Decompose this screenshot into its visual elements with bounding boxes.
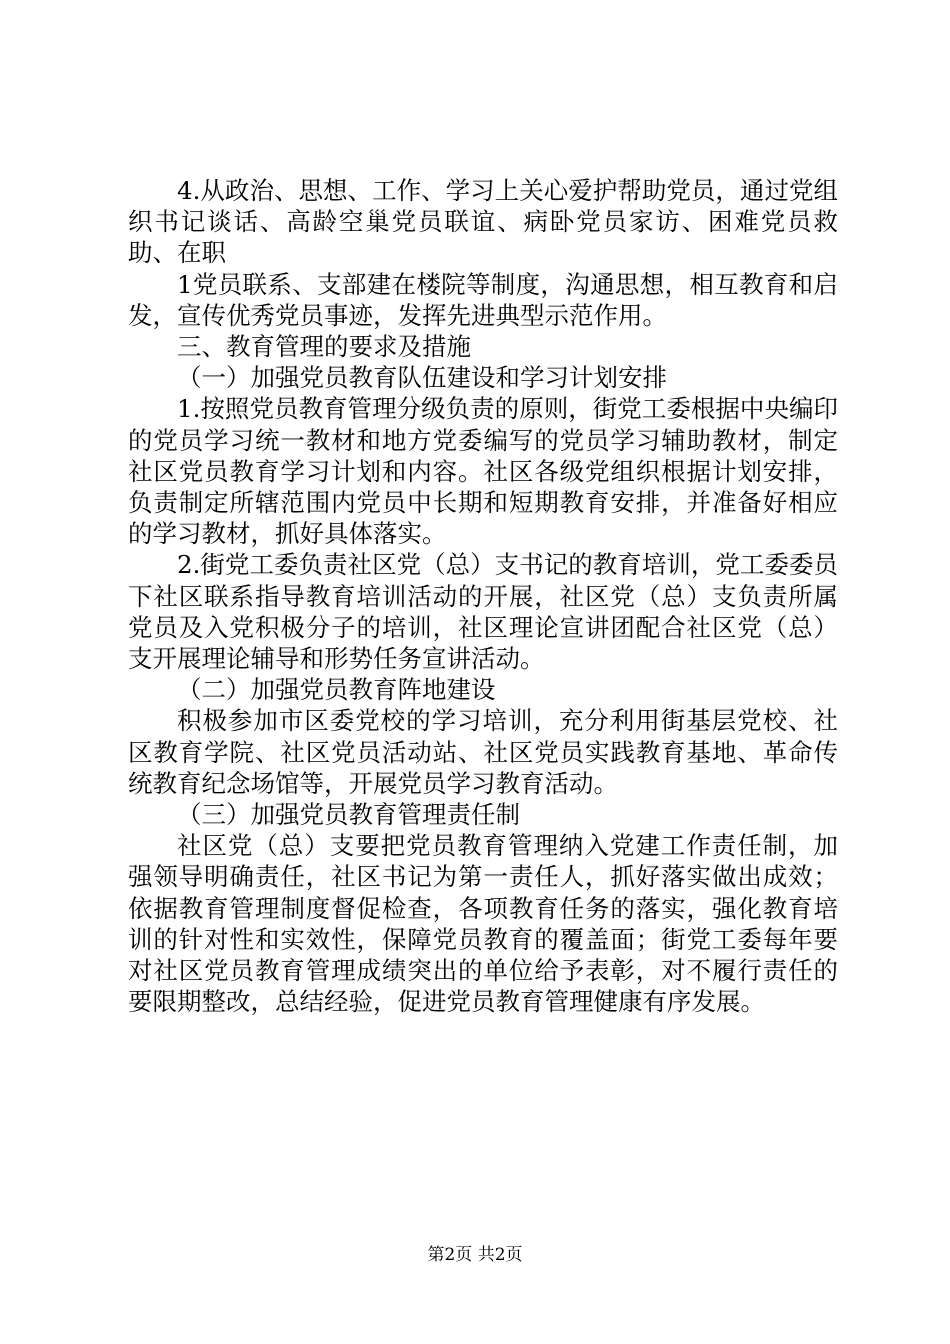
- paragraph-2: 1党员联系、支部建在楼院等制度，沟通思想，相互教育和启发，宣传优秀党员事迹，发挥先进典型示范作用。: [128, 269, 838, 330]
- paragraph-6: 社区党（总）支要把党员教育管理纳入党建工作责任制，加强领导明确责任，社区书记为第一责任人，抓好落实做出成效；依据教育管理制度督促检查，各项教育任务的落实，强化教育培训的针对性和实效性，保障党员教育的覆盖面；街党工委每年要对社区党员教育管理成绩突出的单位给予表彰，对不履行责任的要限期整改，总结经验，促进党员教育管理健康有序发展。: [128, 831, 838, 1017]
- paragraph-5: 积极参加市区委党校的学习培训，充分利用街基层党校、社区教育学院、社区党员活动站、社区党员实践教育基地、革命传统教育纪念场馆等，开展党员学习教育活动。: [128, 706, 838, 798]
- page-number-label: 第2页 共2页: [427, 1245, 523, 1265]
- paragraph-3: 1.按照党员教育管理分级负责的原则，街党工委根据中央编印的党员学习统一教材和地方党委编写的党员学习辅助教材，制定社区党员教育学习计划和内容。社区各级党组织根据计划安排，负责制定所辖范围内党员中长期和短期教育安排，并准备好相应的学习教材，抓好具体落实。: [128, 394, 838, 549]
- subsection-heading-2: （二）加强党员教育阵地建设: [177, 675, 496, 705]
- document-body: [128, 175, 838, 1017]
- paragraph-1: 4.从政治、思想、工作、学习上关心爱护帮助党员，通过党组织书记谈话、高龄空巢党员联谊、病卧党员家访、困难党员救助、在职: [128, 176, 838, 268]
- paragraph-4: 2.街党工委负责社区党（总）支书记的教育培训，党工委委员下社区联系指导教育培训活动的开展，社区党（总）支负责所属党员及入党积极分子的培训，社区理论宣讲团配合社区党（总）支开展理论辅导和形势任务宣讲活动。: [128, 550, 838, 674]
- page-footer: [0, 1244, 950, 1266]
- section-heading-requirements: 三、教育管理的要求及措施: [177, 332, 471, 362]
- subsection-heading-3: （三）加强党员教育管理责任制: [177, 800, 520, 830]
- subsection-heading-1: （一）加强党员教育队伍建设和学习计划安排: [177, 363, 667, 393]
